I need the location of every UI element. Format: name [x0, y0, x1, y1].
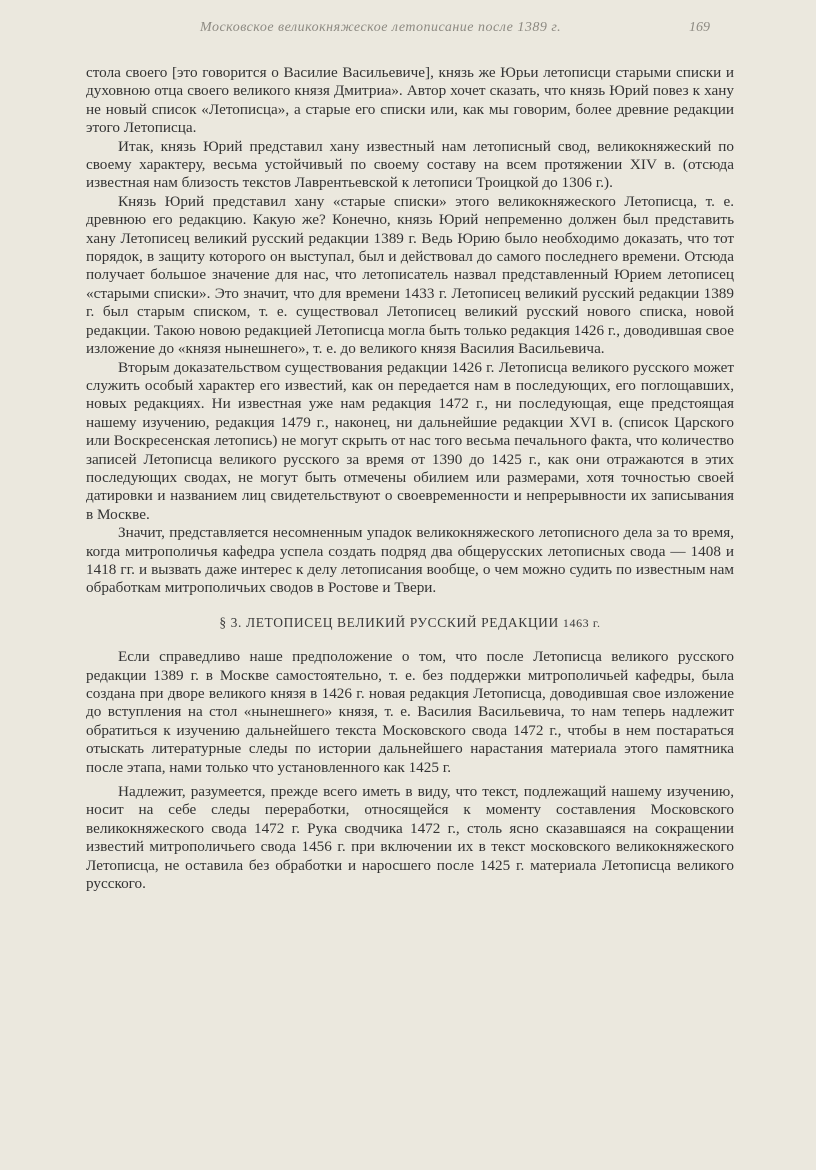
- paragraph: стола своего [это говорится о Василие Васильевиче], князь же Юрьи летописци старыми списки и духовною отца своего великого князя Дмитриа». Автор хочет сказать, что князь Юрий повез к хану не новый список «Летописца», а старые его списки или, как мы говорим, более древние редакции этого Летописца.: [86, 64, 734, 137]
- paragraph: Вторым доказательством существования редакции 1426 г. Летописца великого русского может служить особый характер его известий, как он передается нам в последующих, его поглощавших, новых редакциях. Ни известная уже нам редакция 1472 г., ни последующая, еще предстоящая нашему изучению, редакция 1479 г., наконец, ни дальнейшие редакции XVI в. (список Царского или Воскресенская летопись) не могут скрыть от нас того весьма печального факта, что количество записей Летописца великого русского за время от 1390 до 1425 г., как они отражаются в этих последующих сводах, не могут быть отмечены обилием или размерами, хотя точностью своей датировки и названием лиц свидетельствуют о своевременности и непрерывности их записывания в Москве.: [86, 358, 734, 523]
- section-year: 1463 г.: [562, 615, 601, 630]
- running-title: Московское великокняжеское летописание после 1389 г.: [200, 20, 562, 35]
- page-number: 169: [689, 20, 710, 35]
- paragraph: Если справедливо наше предположение о том, что после Летописца великого русского редакции 1389 г. в Москве самостоятельно, т. е. без поддержки митрополичьей кафедры, была создана при дворе великого князя в 1426 г. новая редакция Летописца, доводившая свое изложение до вступления на стол «нынешнего» князя, т. е. Василия Васильевича, то нам теперь надлежит обратиться к изучению дальнейшего текста Московского свода 1472 г., чтобы в нем постараться отыскать литературные следы по истории дальнейшего нарастания материала этого памятника после этапа, нами только что установленного как 1425 г.: [86, 648, 734, 776]
- section-title: § 3. ЛЕТОПИСЕЦ ВЕЛИКИЙ РУССКИЙ РЕДАКЦИИ: [219, 614, 559, 630]
- paragraph: Надлежит, разумеется, прежде всего иметь в виду, что текст, подлежащий нашему изучению, носит на себе следы переработки, относящейся к моменту составления Московского великокняжеского свода 1472 г. Рука сводчика 1472 г., столь ясно сказавшаяся на сокращении известий митрополичьего свода 1456 г. при включении их в текст московского великокняжеского Летописца, не оставила без обработки и наросшего после 1425 г. материала Летописца великого русского.: [86, 783, 734, 893]
- running-head: [0, 20, 816, 42]
- page-body: [86, 64, 734, 893]
- paragraph: Значит, представляется несомненным упадок великокняжеского летописного дела за то время, когда митрополичья кафедра успела создать подряд два общерусских летописных свода — 1408 и 1418 гг. и вызвать даже интерес к делу летописания вообще, о чем можно судить по известным нам обработкам митрополичьих сводов в Ростове и Твери.: [86, 524, 734, 597]
- paragraph: Итак, князь Юрий представил хану известный нам летописный свод, великокняжеский по своему характеру, весьма устойчивый по своему составу на всем протяжении XIV в. (отсюда известная нам близость текстов Лаврентьевской к летописи Троицкой до 1306 г.).: [86, 137, 734, 192]
- section-heading: [86, 614, 734, 632]
- paragraph: Князь Юрий представил хану «старые списки» этого великокняжеского Летописца, т. е. древнюю его редакцию. Какую же? Конечно, князь Юрий непременно должен был представить хану Летописец великий русский редакции 1389 г. Ведь Юрию было необходимо доказать, что тот порядок, в защиту которого он выступал, был и действовал до самого последнего времени. Отсюда получает большое значение для нас, что летописатель назвал представленный Юрием летописец «старыми списки». Это значит, что для времени 1433 г. Летописец великий русский редакции 1389 г. был старым списком, т. е. существовал Летописец великий русский нового списка, новой редакции. Такою новою редакцией Летописца могла быть только редакция 1426 г., доводившая свое изложение до «князя нынешнего», т. е. до великого князя Василия Васильевича.: [86, 192, 734, 358]
